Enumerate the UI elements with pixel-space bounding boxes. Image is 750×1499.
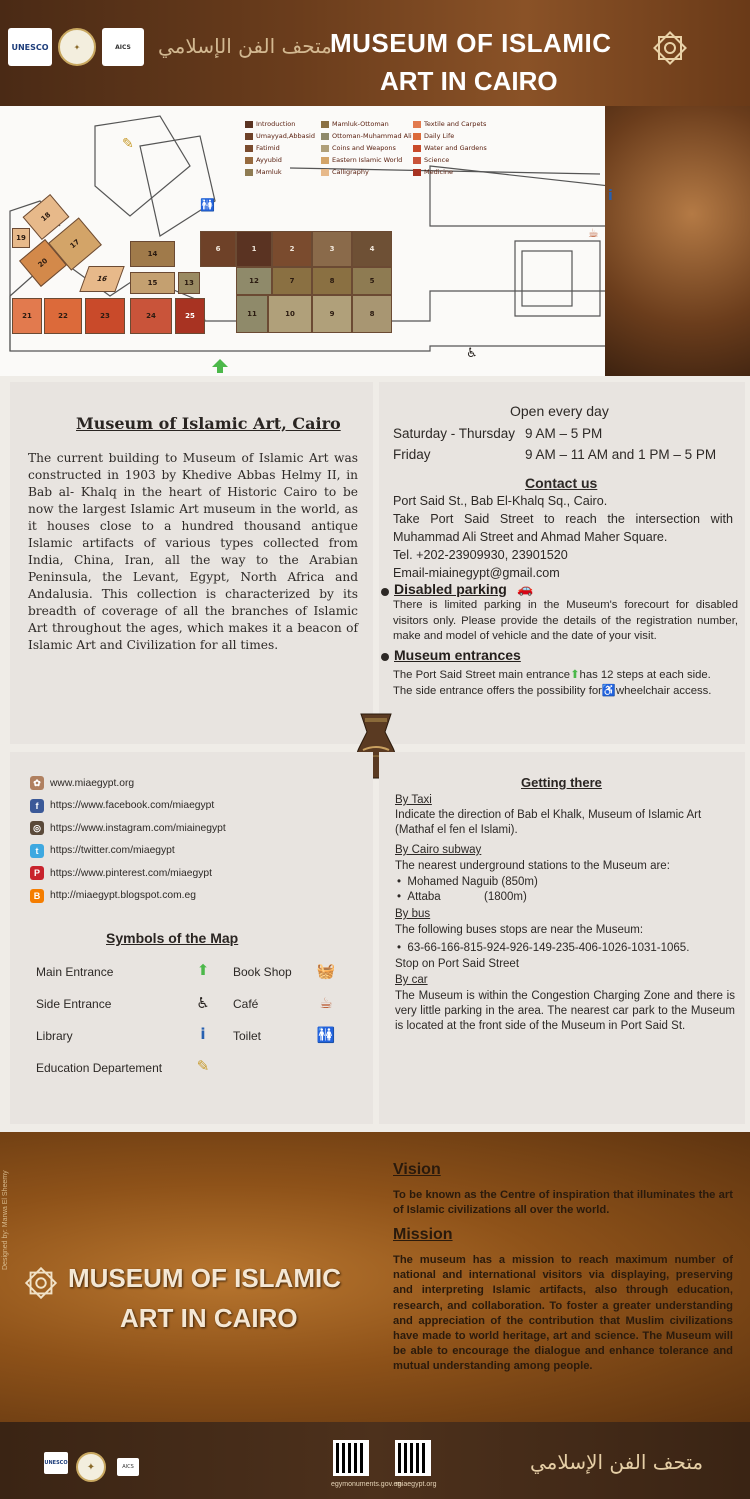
social-link-web[interactable]: ✿ www.miaegypt.org [30, 772, 226, 795]
pinterest-icon: P [30, 866, 44, 880]
map-room: 10 [268, 295, 312, 333]
subway-text: The nearest underground stations to the Museum are: [395, 860, 670, 872]
legend-item: Ottoman-Muhammad Ali [321, 132, 413, 140]
entrances-text-4: wheelchair access. [615, 685, 712, 697]
legend-item: Eastern Islamic World [321, 156, 413, 164]
station-item: • Mohamed Naguib (850m) [397, 876, 538, 888]
qr-code-egymonuments[interactable] [333, 1440, 369, 1476]
contact-address: Port Said St., Bab El-Khalq Sq., Cairo. [393, 494, 608, 508]
map-room: 6 [200, 231, 236, 267]
contact-directions: Take Port Said Street to reach the intersection with Muhammad Ali Street and Ahmad Maher Square. [393, 512, 733, 544]
legend-item: Umayyad,Abbasid [245, 132, 321, 140]
symbol-main-entrance-label: Main Entrance [36, 965, 114, 979]
map-room: 3 [312, 231, 352, 267]
main-entrance-arrow-icon: ⬆ [570, 669, 580, 681]
entrances-text-2: has 12 steps at each side. [579, 669, 711, 681]
vision-text: To be known as the Centre of inspiration that illuminates the art of Islamic civilizations all over the world. [393, 1189, 733, 1217]
social-link-twitter[interactable]: t https://twitter.com/miaegypt [30, 840, 226, 863]
page-title-line2: ART IN CAIRO [380, 66, 558, 96]
library-icon: i [608, 188, 613, 204]
map-room: 12 [236, 267, 272, 295]
cafe-icon: ☕ [319, 994, 333, 1012]
pencil-icon: ✎ [196, 1057, 210, 1075]
hours-time-2: 9 AM – 11 AM and 1 PM – 5 PM [525, 447, 717, 462]
egypt-seal-logo: ✦ [58, 28, 96, 66]
symbol-book-shop-label: Book Shop [233, 965, 292, 979]
map-room: 20 [19, 239, 67, 287]
egypt-seal-logo: ✦ [76, 1452, 106, 1482]
map-room: 22 [44, 298, 82, 334]
unesco-logo: UNESCO [8, 28, 52, 66]
map-room: 21 [12, 298, 42, 334]
car-heading: By car [395, 974, 428, 986]
symbol-cafe-label: Café [233, 997, 259, 1011]
social-link-blogger[interactable]: B http://miaegypt.blogspot.com.eg [30, 885, 226, 908]
legend-item: Calligraphy [321, 168, 413, 176]
symbol-toilet-label: Toilet [233, 1029, 262, 1043]
twitter-icon: t [30, 844, 44, 858]
legend-item: Science [413, 156, 493, 164]
map-room: 9 [312, 295, 352, 333]
mission-title: Mission [393, 1226, 453, 1243]
map-room: 16 [79, 266, 124, 292]
wheelchair-icon: ♿ [466, 346, 478, 361]
legend-item: Water and Gardens [413, 144, 493, 152]
italian-agency-logo: AICS [117, 1458, 139, 1476]
social-links [30, 772, 226, 907]
bus-list: • 63-66-166-815-924-926-149-235-406-1026-1031-1065. [397, 942, 690, 954]
artifact-photo [605, 106, 750, 376]
map-room: 25 [175, 298, 205, 334]
hours-days-2: Friday [393, 447, 431, 462]
bottom-title-line1: MUSEUM OF ISLAMIC [68, 1263, 341, 1293]
legend-item: Mamluk-Ottoman [321, 120, 413, 128]
map-room: 1 [236, 231, 272, 267]
designer-credit: Designed by: Marwa El Sheemy [2, 1170, 9, 1270]
map-room: 18 [23, 194, 70, 240]
car-icon: 🚗 [517, 582, 534, 597]
map-room: 4 [352, 231, 392, 267]
social-link-pinterest[interactable]: P https://www.pinterest.com/miaegypt [30, 862, 226, 885]
map-room: 19 [12, 228, 30, 248]
symbol-education-label: Education Departement [36, 1061, 163, 1075]
map-room: 24 [130, 298, 172, 334]
instagram-icon: ◎ [30, 821, 44, 835]
legend-item: Medicine [413, 168, 493, 176]
about-text: The current building to Museum of Islamic Art was constructed in 1903 by Khedive Abbas Helmy II, in Bab al- Khalq in the heart of Historic Cairo to be now the largest Islamic Art museum in the world, as it houses close to a hundred thousand antique Islamic artifacts of various types collected from India, China, Iran, all the way to the Arabian Peninsula, the Levant, Egypt, North Africa and Andalusia. This collection is characterized by its breadth of coverage of all the branches of Islamic Art throughout the ages, which makes it a beacon of Islamic Art and Civilization for all times. [28, 451, 358, 652]
subway-heading: By Cairo subway [395, 844, 482, 856]
legend-item: Textile and Carpets [413, 120, 493, 128]
parking-text: There is limited parking in the Museum's forecourt for disabled visitors only. Please provide the details of the registration number, make and model of vehicle and the date of your visit. [393, 599, 738, 642]
museum-floor-map [0, 106, 750, 376]
bottom-title-line2: ART IN CAIRO [120, 1303, 298, 1333]
map-room: 2 [272, 231, 312, 267]
contact-title: Contact us [525, 475, 598, 491]
main-entrance-arrow-icon [212, 359, 228, 373]
taxi-heading: By Taxi [395, 794, 432, 806]
map-room: 8 [352, 295, 392, 333]
symbol-side-entrance-label: Side Entrance [36, 997, 112, 1011]
getting-there-title: Getting there [521, 775, 602, 790]
wheelchair-icon: ♿ [601, 685, 616, 697]
hours-days-1: Saturday - Thursday [393, 426, 516, 441]
about-title: Museum of Islamic Art, Cairo [76, 414, 341, 433]
footer-arabic-title: متحف الفن الإسلامي [530, 1450, 704, 1474]
hours-title: Open every day [510, 403, 609, 419]
contact-phone[interactable]: Tel. +202-23909930, 23901520 [393, 548, 568, 562]
toilet-icon: 🚻 [316, 1026, 336, 1044]
entrances-text-3: The side entrance offers the possibility for [393, 685, 602, 697]
library-icon: i [200, 1025, 206, 1043]
bullet-icon [381, 653, 389, 661]
globe-icon: ✿ [30, 776, 44, 790]
symbol-library-label: Library [36, 1029, 73, 1043]
basket-icon: 🧺 [316, 962, 336, 980]
header-banner [0, 0, 750, 106]
partner-logos [8, 28, 144, 66]
star-ornament-icon [22, 1264, 60, 1302]
map-room: 7 [272, 267, 312, 295]
vision-title: Vision [393, 1161, 441, 1178]
map-room: 17 [48, 217, 102, 270]
toilet-icon: 🚻 [200, 198, 215, 212]
map-room: 15 [130, 272, 175, 294]
map-legend [245, 120, 493, 176]
arabic-title: متحف الفن الإسلامي [158, 34, 332, 58]
map-room: 8 [312, 267, 352, 295]
social-link-facebook[interactable]: f https://www.facebook.com/miaegypt [30, 795, 226, 818]
qr-label: egymonuments.gov.eg [331, 1481, 402, 1488]
map-room: 13 [178, 272, 200, 294]
contact-email[interactable]: Email-miainegypt@gmail.com [393, 566, 560, 580]
legend-item: Introduction [245, 120, 321, 128]
page-title-line1: MUSEUM OF ISLAMIC [330, 28, 612, 58]
bus-text: The following buses stops are near the Museum: [395, 924, 644, 936]
map-room: 14 [130, 241, 175, 267]
entrances-title: Museum entrances [394, 647, 521, 663]
car-text: The Museum is within the Congestion Charging Zone and there is very little parking in the area. The nearest car park to the Museum is located at the front side of the Museum in Port Said St. [395, 990, 735, 1032]
unesco-logo: UNESCO [44, 1452, 68, 1474]
blogger-icon: B [30, 889, 44, 903]
mission-text: The museum has a mission to reach maximum number of national and international visitors via displaying, preserving and interpreting Islamic artifacts, also through education, research, and collaboration. To foster a greater understanding and appreciation of the contribution that Muslim civilizations have made to world heritage, art and science. The Museum will be able to encourage the dialogue and enhance tolerance and mutual understanding among people. [393, 1254, 733, 1373]
map-room: 23 [85, 298, 125, 334]
parking-title: Disabled parking [394, 581, 507, 597]
bus-stop-text: Stop on Port Said Street [395, 958, 520, 970]
social-link-instagram[interactable]: ◎ https://www.instagram.com/miainegypt [30, 817, 226, 840]
entrances-text-1: The Port Said Street main entrance [393, 669, 571, 681]
symbols-title: Symbols of the Map [106, 930, 239, 946]
wheelchair-icon: ♿ [196, 994, 210, 1012]
station-item: • Attaba (1800m) [397, 891, 527, 903]
taxi-text: Indicate the direction of Bab el Khalk, Museum of Islamic Art (Mathaf el fen el Islami). [395, 809, 702, 836]
italian-agency-logo: AICS [102, 28, 144, 66]
cafe-icon: ☕ [588, 226, 599, 240]
legend-item: Fatimid [245, 144, 321, 152]
map-room: 5 [352, 267, 392, 295]
legend-item: Coins and Weapons [321, 144, 413, 152]
hours-time-1: 9 AM – 5 PM [525, 426, 603, 441]
bus-heading: By bus [395, 908, 431, 920]
qr-label: miaegypt.org [396, 1481, 437, 1488]
legend-item: Mamluk [245, 168, 321, 176]
star-ornament-icon [650, 28, 690, 68]
pencil-icon: ✎ [122, 136, 134, 152]
legend-item: Ayyubid [245, 156, 321, 164]
qr-code-miaegypt[interactable] [395, 1440, 431, 1476]
main-entrance-arrow-icon: ⬆ [196, 961, 210, 979]
facebook-icon: f [30, 799, 44, 813]
legend-item: Daily Life [413, 132, 493, 140]
bullet-icon [381, 588, 389, 596]
map-room: 11 [236, 295, 268, 333]
